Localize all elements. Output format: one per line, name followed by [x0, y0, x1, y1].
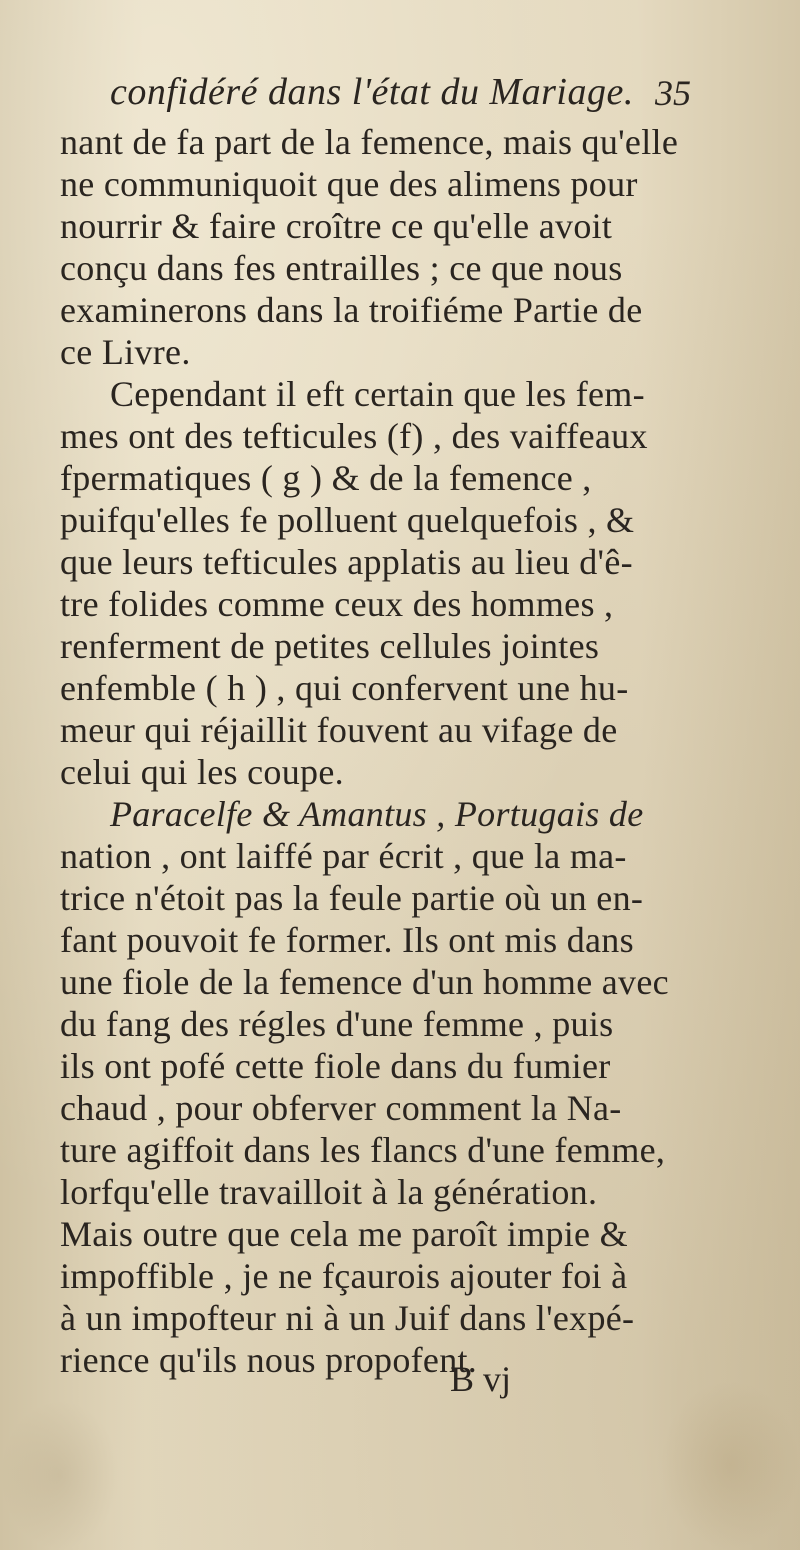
running-title: confidéré dans l'état du Mariage.	[110, 71, 634, 113]
text-line: Cependant il eft certain que les fem-	[110, 374, 645, 414]
text-line: impoffible , je ne fçaurois ajouter foi à	[60, 1256, 628, 1296]
text-line: mes ont des tefticules (f) , des vaiffeaux	[60, 416, 648, 456]
text-line: puifqu'elles fe polluent quelquefois , &	[60, 500, 635, 540]
signature-mark: B vj	[450, 1359, 512, 1399]
paper-stain	[660, 1380, 800, 1550]
text-line: une fiole de la femence d'un homme avec	[60, 962, 669, 1002]
text-line: nourrir & faire croître ce qu'elle avoit	[60, 206, 613, 246]
text-line: conçu dans fes entrailles ; ce que nous	[60, 248, 623, 288]
text-line: trice n'étoit pas la feule partie où un en-	[60, 878, 644, 918]
text-line: meur qui réjaillit fouvent au vifage de	[60, 710, 618, 750]
text-line: à un impofteur ni à un Juif dans l'expé-	[60, 1298, 635, 1338]
page-number: 35	[655, 73, 691, 113]
text-line: celui qui les coupe.	[60, 752, 344, 792]
text-line: fpermatiques ( g ) & de la femence ,	[60, 458, 592, 498]
text-line: que leurs tefticules applatis au lieu d'ê-	[60, 542, 633, 582]
text-line: fant pouvoit fe former. Ils ont mis dans	[60, 920, 634, 960]
page-header	[60, 70, 760, 120]
text-line: Mais outre que cela me paroît impie &	[60, 1214, 628, 1254]
text-line: nation , ont laiffé par écrit , que la ma-	[60, 836, 627, 876]
text-line: ils ont pofé cette fiole dans du fumier	[60, 1046, 611, 1086]
text-line: rience qu'ils nous propofent.	[60, 1340, 478, 1380]
text-line: ne communiquoit que des alimens pour	[60, 164, 638, 204]
text-line: Paracelfe & Amantus , Portugais de	[110, 794, 644, 834]
text-line: enfemble ( h ) , qui confervent une hu-	[60, 668, 629, 708]
text-line: nant de fa part de la femence, mais qu'elle	[60, 122, 679, 162]
text-line: du fang des régles d'une femme , puis	[60, 1004, 614, 1044]
text-line: renferment de petites cellules jointes	[60, 626, 600, 666]
text-line: ce Livre.	[60, 332, 191, 372]
text-line: chaud , pour obferver comment la Na-	[60, 1088, 622, 1128]
paper-stain	[0, 1400, 120, 1550]
text-line: tre folides comme ceux des hommes ,	[60, 584, 614, 624]
text-line: lorfqu'elle travailloit à la génération.	[60, 1172, 598, 1212]
text-line: ture agiffoit dans les flancs d'une femme,	[60, 1130, 666, 1170]
text-line: examinerons dans la troifiéme Partie de	[60, 290, 643, 330]
